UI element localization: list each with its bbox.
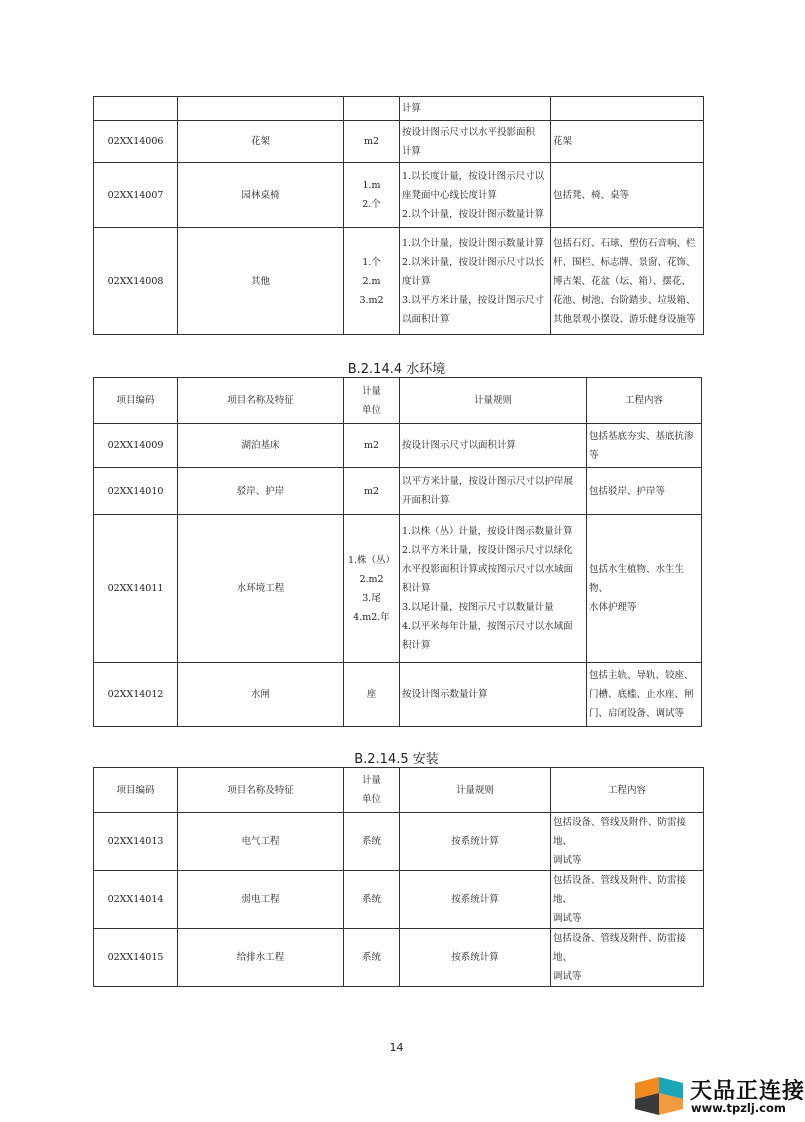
- cell-name: 园林桌椅: [178, 163, 344, 228]
- cell-content: 包括设备、管线及附件、防雷接地、 调试等: [551, 929, 704, 987]
- cell-rule: 按设计图示尺寸以面积计算: [400, 424, 587, 468]
- table-water-environment: [93, 377, 702, 727]
- table-continuation: [93, 96, 704, 335]
- cell-content: 包括驳岸、护岸等: [587, 468, 702, 515]
- cell-content: 包括凳、椅、桌等: [551, 163, 704, 228]
- header-name: 项目名称及特征: [178, 378, 344, 424]
- cell-content: 包括设备、管线及附件、防雷接地、 调试等: [551, 871, 704, 929]
- cell-code: 02XX14009: [94, 424, 178, 468]
- logo-url: www.tpzlj.com: [691, 1101, 786, 1115]
- cell-name: [178, 97, 344, 121]
- cell-rule: 按系统计算: [400, 929, 551, 987]
- cell-unit: 1.m 2.个: [344, 163, 400, 228]
- cell-name: 水闸: [178, 663, 344, 727]
- table-row: [94, 663, 702, 727]
- cell-code: 02XX14013: [94, 813, 178, 871]
- cell-unit: 1.株（丛） 2.m2 3.尾 4.m2.年: [344, 515, 400, 663]
- table-row: [94, 163, 704, 228]
- cell-rule: 按设计图示尺寸以水平投影面积 计算: [400, 121, 551, 163]
- table-row: [94, 97, 704, 121]
- cell-unit: 1.个 2.m 3.m2: [344, 228, 400, 335]
- table-row: [94, 228, 704, 335]
- table-row: [94, 121, 704, 163]
- cell-rule: 1.以株（丛）计量，按设计图示数量计算 2.以平方米计量，按设计图示尺寸以绿化 水平投影面积计算或按图示尺寸以水域面 积计算 3.以尾计量，按图示尺寸以数量计量 4.以平米每年计量，按图示尺寸以水域面 积计算: [400, 515, 587, 663]
- cell-code: 02XX14014: [94, 871, 178, 929]
- cell-content: 包括水生植物、水生生物、 水体护理等: [587, 515, 702, 663]
- table-row: [94, 929, 704, 987]
- cell-code: 02XX14008: [94, 228, 178, 335]
- table-row: [94, 871, 704, 929]
- page-number: 14: [389, 1041, 404, 1054]
- section-title-water-environment: B.2.14.4 水环境: [347, 362, 446, 377]
- table-installation: [93, 767, 704, 987]
- cell-name: 湖泊基床: [178, 424, 344, 468]
- cell-code: [94, 97, 178, 121]
- header-unit: 计量 单位: [344, 378, 400, 424]
- table-header-row: [94, 768, 704, 813]
- cell-unit: 系统: [344, 813, 400, 871]
- cell-content: [551, 97, 704, 121]
- table-header-row: [94, 378, 702, 424]
- cell-name: 电气工程: [178, 813, 344, 871]
- cell-unit: m2: [344, 121, 400, 163]
- header-name: 项目名称及特征: [178, 768, 344, 813]
- cell-name: 其他: [178, 228, 344, 335]
- cell-code: 02XX14010: [94, 468, 178, 515]
- cell-rule: 按系统计算: [400, 813, 551, 871]
- cell-name: 弱电工程: [178, 871, 344, 929]
- cell-content: 花架: [551, 121, 704, 163]
- cell-code: 02XX14007: [94, 163, 178, 228]
- logo-name: 天品正连接: [690, 1079, 805, 1104]
- cell-rule: 以平方米计量，按设计图示尺寸以护岸展 开面积计算: [400, 468, 587, 515]
- table-row: [94, 515, 702, 663]
- cell-code: 02XX14015: [94, 929, 178, 987]
- cell-code: 02XX14006: [94, 121, 178, 163]
- cell-content: 包括主轨、导轨、铰座、 门槽、底槛、止水座、闸 门、启闭设备、调试等: [587, 663, 702, 727]
- header-content: 工程内容: [587, 378, 702, 424]
- cell-unit: 座: [344, 663, 400, 727]
- cell-rule: 按系统计算: [400, 871, 551, 929]
- cell-name: 水环境工程: [178, 515, 344, 663]
- cube-logo-icon: [633, 1075, 685, 1117]
- table-row: [94, 424, 702, 468]
- section-title-installation: B.2.14.5 安装: [354, 752, 439, 767]
- cell-unit: 系统: [344, 929, 400, 987]
- header-rule: 计量规则: [400, 378, 587, 424]
- header-rule: 计量规则: [400, 768, 551, 813]
- header-content: 工程内容: [551, 768, 704, 813]
- cell-code: 02XX14012: [94, 663, 178, 727]
- cell-name: 给排水工程: [178, 929, 344, 987]
- header-unit: 计量 单位: [344, 768, 400, 813]
- header-code: 项目编码: [94, 768, 178, 813]
- cell-content: 包括设备、管线及附件、防雷接地、 调试等: [551, 813, 704, 871]
- cell-unit: 系统: [344, 871, 400, 929]
- cell-unit: m2: [344, 468, 400, 515]
- cell-name: 驳岸、护岸: [178, 468, 344, 515]
- cell-unit: m2: [344, 424, 400, 468]
- header-code: 项目编码: [94, 378, 178, 424]
- cell-rule: 计算: [400, 97, 551, 121]
- cell-code: 02XX14011: [94, 515, 178, 663]
- cell-name: 花架: [178, 121, 344, 163]
- site-logo[interactable]: [633, 1073, 805, 1118]
- cell-rule: 1.以长度计量，按设计图示尺寸以 座凳面中心线长度计算 2.以个计量，按设计图示数量计算: [400, 163, 551, 228]
- cell-content: 包括石灯、石球、塑仿石音响、栏 杆、围栏、标志牌、景窗、花饰、 博古架、花盆（坛、箱）、摆花、 花池、树池、台阶踏步、垃圾箱、 其他景观小摆设、游乐健身设施等: [551, 228, 704, 335]
- cell-unit: [344, 97, 400, 121]
- table-row: [94, 813, 704, 871]
- cell-rule: 1.以个计量，按设计图示数量计算 2.以米计量，按设计图示尺寸以长 度计算 3.以平方米计量，按设计图示尺寸 以面积计算: [400, 228, 551, 335]
- cell-content: 包括基底夯实、基底抗渗 等: [587, 424, 702, 468]
- table-row: [94, 468, 702, 515]
- cell-rule: 按设计图示数量计算: [400, 663, 587, 727]
